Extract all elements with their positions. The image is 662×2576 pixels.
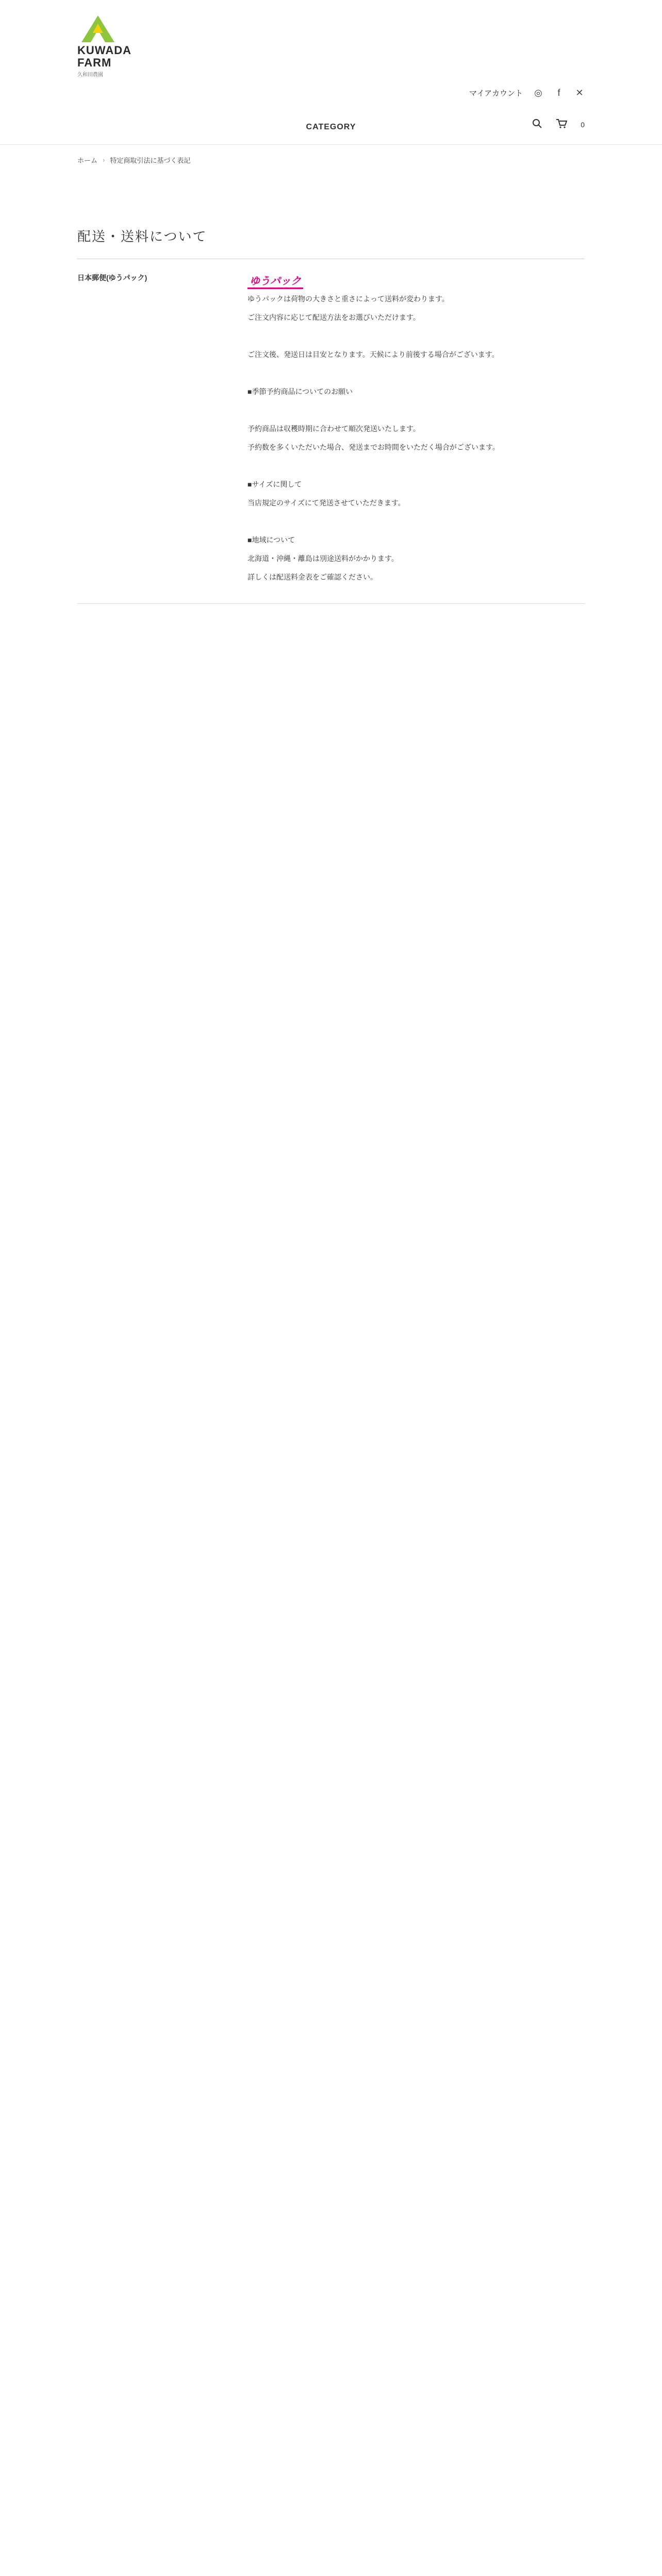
row-label: 日本郵便(ゆうパック) (77, 274, 147, 282)
row-body (247, 273, 585, 590)
cart-icon[interactable] (556, 118, 567, 130)
yupack-logo: ゆうパック (247, 273, 303, 289)
row-text: ゆうパックは荷物の大きさと重さによって送料が変わります。 (247, 295, 449, 303)
logo[interactable] (77, 13, 165, 78)
row-text (247, 330, 585, 342)
facebook-icon[interactable]: f (557, 88, 560, 98)
row-text: ■サイズに関して (247, 480, 302, 488)
cart-count: 0 (581, 120, 585, 129)
breadcrumb-separator-icon: › (103, 156, 105, 164)
row-text (247, 367, 585, 379)
breadcrumb (0, 145, 662, 175)
header-tools (532, 118, 585, 130)
account-link[interactable]: マイアカウント (469, 89, 523, 98)
category-nav[interactable]: CATEGORY (306, 123, 356, 131)
row-text: 当店規定のサイズにて発送させていただきます。 (247, 499, 405, 507)
shipping-title: 配送・送料について (77, 226, 585, 259)
logo-mark-icon (78, 13, 118, 44)
logo-name: KUWADA FARM (77, 44, 131, 69)
row-text: 予約商品は収穫時期に合わせて順次発送いたします。 (247, 425, 420, 433)
row-text: ■季節予約商品についてのお願い (247, 387, 353, 396)
instagram-icon[interactable]: ◎ (534, 88, 542, 98)
row-text (247, 460, 585, 471)
site-header (0, 0, 662, 145)
row-text (247, 516, 585, 527)
row-text: 北海道・沖縄・離島は別途送料がかかります。 (247, 554, 399, 563)
breadcrumb-current: 特定商取引法に基づく表記 (110, 156, 191, 164)
row-text: ■地域について (247, 536, 295, 544)
search-icon[interactable] (532, 118, 542, 130)
row-text: 予約数を多くいただいた場合、発送までお時間をいただく場合がございます。 (247, 443, 500, 451)
row-text: 詳しくは配送料金表をご確認ください。 (247, 573, 377, 581)
twitter-icon[interactable]: ✕ (575, 88, 584, 98)
breadcrumb-home[interactable]: ホーム (77, 156, 98, 164)
logo-sub: 久和田農園 (77, 72, 103, 78)
shipping-section (77, 175, 585, 604)
info-row (77, 259, 585, 604)
row-text: ご注文内容に応じて配送方法をお選びいただけます。 (247, 313, 420, 321)
row-text (247, 404, 585, 416)
top-nav (469, 88, 585, 98)
row-text: ご注文後、発送日は目安となります。天候により前後する場合がございます。 (247, 350, 499, 359)
